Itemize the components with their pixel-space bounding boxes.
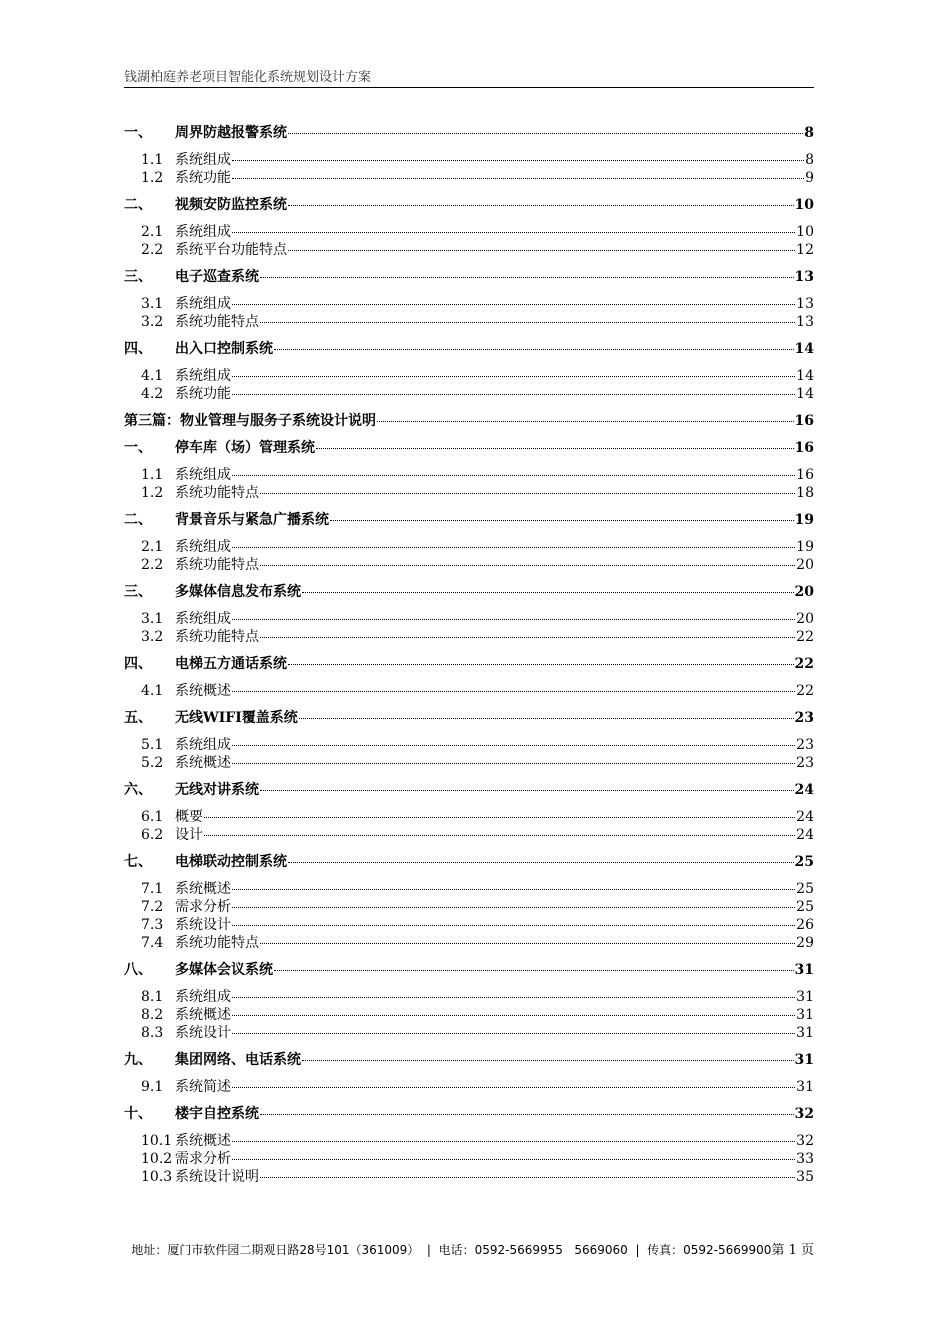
toc-entry-section[interactable] (124, 682, 814, 700)
toc-entry-section[interactable] (124, 484, 814, 502)
toc-dot-leader (260, 565, 795, 566)
toc-entry-title: 系统设计 (175, 1025, 231, 1041)
toc-entry-title: 需求分析 (175, 1151, 231, 1167)
toc-entry-page: 13 (796, 314, 814, 330)
toc-entry-number: 5.2 (141, 755, 164, 771)
toc-dot-leader (232, 1033, 795, 1034)
page-footer (0, 1239, 814, 1258)
page-number: 第 1 页 (771, 1243, 814, 1258)
toc-dot-leader (260, 277, 794, 278)
toc-entry-title: 电梯联动控制系统 (175, 854, 287, 870)
toc-entry-page: 14 (796, 386, 814, 402)
toc-entry-page: 31 (796, 1025, 814, 1041)
toc-dot-leader (232, 547, 795, 548)
toc-entry-number: 2.2 (141, 557, 164, 573)
toc-dot-leader (299, 718, 794, 719)
toc-entry-number: 1.1 (141, 152, 164, 168)
toc-dot-leader (232, 745, 795, 746)
toc-entry-chapter[interactable] (124, 268, 814, 286)
toc-dot-leader (204, 835, 795, 836)
toc-entry-page: 8 (805, 152, 814, 168)
toc-entry-section[interactable] (124, 1132, 814, 1150)
toc-dot-leader (288, 205, 794, 206)
toc-entry-section[interactable] (124, 1150, 814, 1168)
toc-dot-leader (274, 970, 794, 971)
toc-dot-leader (232, 376, 795, 377)
toc-dot-leader (260, 1114, 794, 1115)
toc-entry-title: 系统组成 (175, 152, 231, 168)
toc-dot-leader (288, 862, 794, 863)
toc-entry-chapter[interactable] (124, 709, 814, 727)
toc-entry-number: 十、 (124, 1106, 152, 1122)
toc-entry-number: 九、 (124, 1052, 152, 1068)
toc-dot-leader (288, 250, 795, 251)
toc-dot-leader (232, 763, 795, 764)
toc-entry-section[interactable] (124, 736, 814, 754)
toc-entry-page: 31 (794, 1052, 814, 1068)
toc-entry-section[interactable] (124, 223, 814, 241)
toc-entry-page: 29 (796, 935, 814, 951)
toc-entry-title: 电梯五方通话系统 (175, 656, 287, 672)
toc-entry-section[interactable] (124, 313, 814, 331)
toc-dot-leader (232, 925, 795, 926)
toc-entry-section[interactable] (124, 1006, 814, 1024)
toc-entry-page: 19 (794, 512, 814, 528)
toc-entry-page: 31 (796, 1079, 814, 1095)
toc-dot-leader (274, 349, 794, 350)
toc-entry-number: 三、 (124, 584, 152, 600)
toc-entry-page: 10 (796, 224, 814, 240)
toc-dot-leader (260, 1177, 795, 1178)
toc-entry-page: 20 (796, 557, 814, 573)
toc-entry-page: 16 (794, 440, 814, 456)
toc-entry-title: 系统概述 (175, 755, 231, 771)
toc-entry-title: 停车库（场）管理系统 (175, 440, 315, 456)
toc-entry-page: 9 (805, 170, 814, 186)
toc-entry-chapter[interactable] (124, 1051, 814, 1069)
toc-entry-number: 三、 (124, 269, 152, 285)
toc-entry-section[interactable] (124, 610, 814, 628)
toc-entry-number: 7.1 (141, 881, 164, 897)
toc-entry-page: 25 (794, 854, 814, 870)
toc-entry-title: 系统组成 (175, 296, 231, 312)
toc-entry-title: 多媒体会议系统 (175, 962, 273, 978)
toc-dot-leader (260, 637, 795, 638)
toc-entry-page: 22 (794, 656, 814, 672)
toc-entry-chapter[interactable] (124, 511, 814, 529)
toc-entry-number: 6.1 (141, 809, 164, 825)
toc-entry-chapter[interactable] (124, 853, 814, 871)
toc-entry-page: 32 (794, 1106, 814, 1122)
toc-dot-leader (232, 475, 795, 476)
toc-entry-page: 8 (804, 125, 814, 141)
toc-entry-number: 二、 (124, 197, 152, 213)
toc-entry-title: 集团网络、电话系统 (175, 1052, 301, 1068)
toc-entry-page: 31 (796, 1007, 814, 1023)
toc-entry-title: 设计 (175, 827, 203, 843)
toc-entry-page: 32 (796, 1133, 814, 1149)
toc-entry-number: 五、 (124, 710, 152, 726)
toc-entry-section[interactable] (124, 916, 814, 934)
toc-entry-chapter[interactable] (124, 961, 814, 979)
toc-entry-number: 10.2 (141, 1151, 173, 1167)
toc-entry-title: 系统组成 (175, 989, 231, 1005)
toc-entry-title: 系统设计 (175, 917, 231, 933)
toc-entry-number: 四、 (124, 341, 152, 357)
toc-entry-section[interactable] (124, 367, 814, 385)
toc-entry-title: 概要 (175, 809, 203, 825)
toc-entry-page: 24 (796, 827, 814, 843)
toc-entry-section[interactable] (124, 808, 814, 826)
toc-entry-page: 22 (796, 683, 814, 699)
toc-entry-number: 3.2 (141, 629, 164, 645)
toc-entry-title: 系统功能 (175, 386, 231, 402)
toc-entry-number: 3.1 (141, 296, 164, 312)
toc-entry-number: 5.1 (141, 737, 164, 753)
toc-entry-page: 10 (794, 197, 814, 213)
toc-entry-chapter[interactable] (124, 412, 814, 430)
toc-entry-title: 楼宇自控系统 (175, 1106, 259, 1122)
toc-entry-page: 22 (796, 629, 814, 645)
toc-entry-title: 系统概述 (175, 881, 231, 897)
toc-entry-chapter[interactable] (124, 124, 814, 142)
toc-dot-leader (232, 178, 804, 179)
toc-entry-number: 3.1 (141, 611, 164, 627)
toc-dot-leader (232, 1015, 795, 1016)
toc-entry-number: 8.2 (141, 1007, 164, 1023)
toc-dot-leader (232, 304, 795, 305)
toc-entry-page: 26 (796, 917, 814, 933)
toc-dot-leader (232, 1141, 795, 1142)
toc-entry-title: 多媒体信息发布系统 (175, 584, 301, 600)
toc-entry-title: 系统组成 (175, 467, 231, 483)
toc-entry-number: 六、 (124, 782, 152, 798)
toc-dot-leader (232, 997, 795, 998)
toc-entry-page: 16 (796, 467, 814, 483)
toc-dot-leader (232, 160, 804, 161)
toc-entry-section[interactable] (124, 169, 814, 187)
footer-separator: | (419, 1243, 439, 1257)
toc-entry-page: 31 (794, 962, 814, 978)
toc-dot-leader (316, 448, 794, 449)
toc-dot-leader (302, 592, 794, 593)
toc-entry-number: 7.3 (141, 917, 164, 933)
toc-entry-number: 4.1 (141, 683, 164, 699)
toc-entry-page: 19 (796, 539, 814, 555)
toc-entry-number: 8.3 (141, 1025, 164, 1041)
toc-dot-leader (232, 619, 795, 620)
toc-entry-number: 6.2 (141, 827, 164, 843)
toc-entry-title: 系统功能特点 (175, 485, 259, 501)
toc-entry-title: 系统组成 (175, 611, 231, 627)
toc-entry-title: 无线对讲系统 (175, 782, 259, 798)
toc-entry-page: 16 (794, 413, 814, 429)
toc-entry-number: 一、 (124, 440, 152, 456)
toc-entry-title: 系统平台功能特点 (175, 242, 287, 258)
toc-entry-number: 3.2 (141, 314, 164, 330)
toc-dot-leader (232, 691, 795, 692)
toc-entry-number: 10.1 (141, 1133, 173, 1149)
toc-entry-page: 12 (796, 242, 814, 258)
toc-entry-chapter[interactable] (124, 439, 814, 457)
table-of-contents (124, 124, 814, 1186)
toc-entry-page: 23 (794, 710, 814, 726)
toc-dot-leader (260, 322, 795, 323)
toc-entry-number: 1.2 (141, 485, 164, 501)
document-title: 钱湖柏庭养老项目智能化系统规划设计方案 (124, 70, 372, 85)
toc-entry-title: 系统组成 (175, 224, 231, 240)
toc-entry-title: 系统功能特点 (175, 557, 259, 573)
toc-dot-leader (232, 394, 795, 395)
toc-entry-page: 23 (796, 737, 814, 753)
toc-entry-section[interactable] (124, 988, 814, 1006)
toc-entry-number: 4.1 (141, 368, 164, 384)
toc-entry-title: 系统功能特点 (175, 629, 259, 645)
toc-entry-title: 系统组成 (175, 368, 231, 384)
toc-entry-page: 13 (796, 296, 814, 312)
toc-entry-section[interactable] (124, 826, 814, 844)
toc-entry-number: 二、 (124, 512, 152, 528)
toc-entry-number: 10.3 (141, 1169, 173, 1185)
toc-dot-leader (260, 790, 794, 791)
toc-entry-section[interactable] (124, 556, 814, 574)
running-header (124, 66, 814, 88)
footer-phone: 电话：0592-5669955 5669060 (438, 1243, 628, 1257)
toc-entry-title: 系统组成 (175, 737, 231, 753)
toc-dot-leader (302, 1060, 794, 1061)
footer-fax: 传真：0592-5669900 (647, 1243, 772, 1257)
toc-entry-page: 23 (796, 755, 814, 771)
toc-entry-number: 七、 (124, 854, 152, 870)
toc-entry-section[interactable] (124, 538, 814, 556)
toc-entry-chapter[interactable] (124, 340, 814, 358)
toc-entry-page: 24 (794, 782, 814, 798)
toc-entry-section[interactable] (124, 241, 814, 259)
toc-dot-leader (377, 421, 794, 422)
toc-entry-page: 13 (794, 269, 814, 285)
toc-entry-title: 系统设计说明 (175, 1169, 259, 1185)
toc-entry-page: 14 (796, 368, 814, 384)
toc-entry-page: 31 (796, 989, 814, 1005)
toc-entry-page: 20 (794, 584, 814, 600)
toc-entry-section[interactable] (124, 151, 814, 169)
toc-entry-section[interactable] (124, 934, 814, 952)
toc-dot-leader (288, 664, 794, 665)
toc-entry-section[interactable] (124, 628, 814, 646)
toc-entry-title: 第三篇：物业管理与服务子系统设计说明 (124, 413, 376, 429)
toc-entry-number: 1.2 (141, 170, 164, 186)
footer-separator: | (627, 1243, 648, 1257)
toc-entry-section[interactable] (124, 898, 814, 916)
toc-entry-chapter[interactable] (124, 781, 814, 799)
toc-entry-number: 1.1 (141, 467, 164, 483)
toc-entry-title: 系统组成 (175, 539, 231, 555)
toc-entry-page: 25 (796, 899, 814, 915)
toc-entry-section[interactable] (124, 880, 814, 898)
toc-entry-title: 系统功能特点 (175, 314, 259, 330)
toc-entry-chapter[interactable] (124, 196, 814, 214)
toc-entry-page: 35 (796, 1169, 814, 1185)
toc-entry-section[interactable] (124, 385, 814, 403)
toc-entry-number: 2.1 (141, 539, 164, 555)
toc-entry-page: 33 (796, 1151, 814, 1167)
toc-entry-section[interactable] (124, 1168, 814, 1186)
toc-entry-chapter[interactable] (124, 1105, 814, 1123)
toc-entry-title: 无线WIFI覆盖系统 (175, 710, 298, 726)
toc-entry-title: 出入口控制系统 (175, 341, 273, 357)
toc-entry-number: 2.2 (141, 242, 164, 258)
toc-entry-section[interactable] (124, 466, 814, 484)
toc-entry-number: 4.2 (141, 386, 164, 402)
toc-entry-number: 八、 (124, 962, 152, 978)
toc-dot-leader (330, 520, 794, 521)
toc-entry-page: 24 (796, 809, 814, 825)
toc-dot-leader (232, 907, 795, 908)
toc-entry-title: 系统简述 (175, 1079, 231, 1095)
toc-entry-section[interactable] (124, 295, 814, 313)
toc-entry-title: 系统概述 (175, 1007, 231, 1023)
toc-dot-leader (260, 943, 795, 944)
toc-entry-title: 系统功能 (175, 170, 231, 186)
toc-dot-leader (232, 232, 795, 233)
toc-entry-title: 系统概述 (175, 1133, 231, 1149)
toc-entry-page: 14 (794, 341, 814, 357)
footer-address: 地址：厦门市软件园二期观日路28号101（361009） (131, 1243, 420, 1257)
toc-dot-leader (232, 889, 795, 890)
toc-entry-title: 电子巡查系统 (175, 269, 259, 285)
toc-entry-number: 2.1 (141, 224, 164, 240)
toc-entry-section[interactable] (124, 754, 814, 772)
toc-entry-number: 一、 (124, 125, 152, 141)
toc-dot-leader (204, 817, 795, 818)
toc-entry-title: 背景音乐与紧急广播系统 (175, 512, 329, 528)
toc-dot-leader (232, 1159, 795, 1160)
toc-entry-section[interactable] (124, 1024, 814, 1042)
toc-dot-leader (260, 493, 795, 494)
toc-entry-title: 周界防越报警系统 (175, 125, 287, 141)
toc-entry-section[interactable] (124, 1078, 814, 1096)
toc-entry-title: 系统概述 (175, 683, 231, 699)
toc-entry-chapter[interactable] (124, 655, 814, 673)
toc-entry-chapter[interactable] (124, 583, 814, 601)
toc-entry-title: 需求分析 (175, 899, 231, 915)
toc-entry-page: 18 (796, 485, 814, 501)
toc-dot-leader (232, 1087, 795, 1088)
toc-entry-title: 视频安防监控系统 (175, 197, 287, 213)
toc-entry-title: 系统功能特点 (175, 935, 259, 951)
toc-entry-number: 8.1 (141, 989, 164, 1005)
toc-entry-page: 25 (796, 881, 814, 897)
toc-entry-number: 7.2 (141, 899, 164, 915)
toc-entry-number: 9.1 (141, 1079, 164, 1095)
toc-dot-leader (288, 133, 803, 134)
toc-entry-number: 四、 (124, 656, 152, 672)
toc-entry-page: 20 (796, 611, 814, 627)
toc-entry-number: 7.4 (141, 935, 164, 951)
